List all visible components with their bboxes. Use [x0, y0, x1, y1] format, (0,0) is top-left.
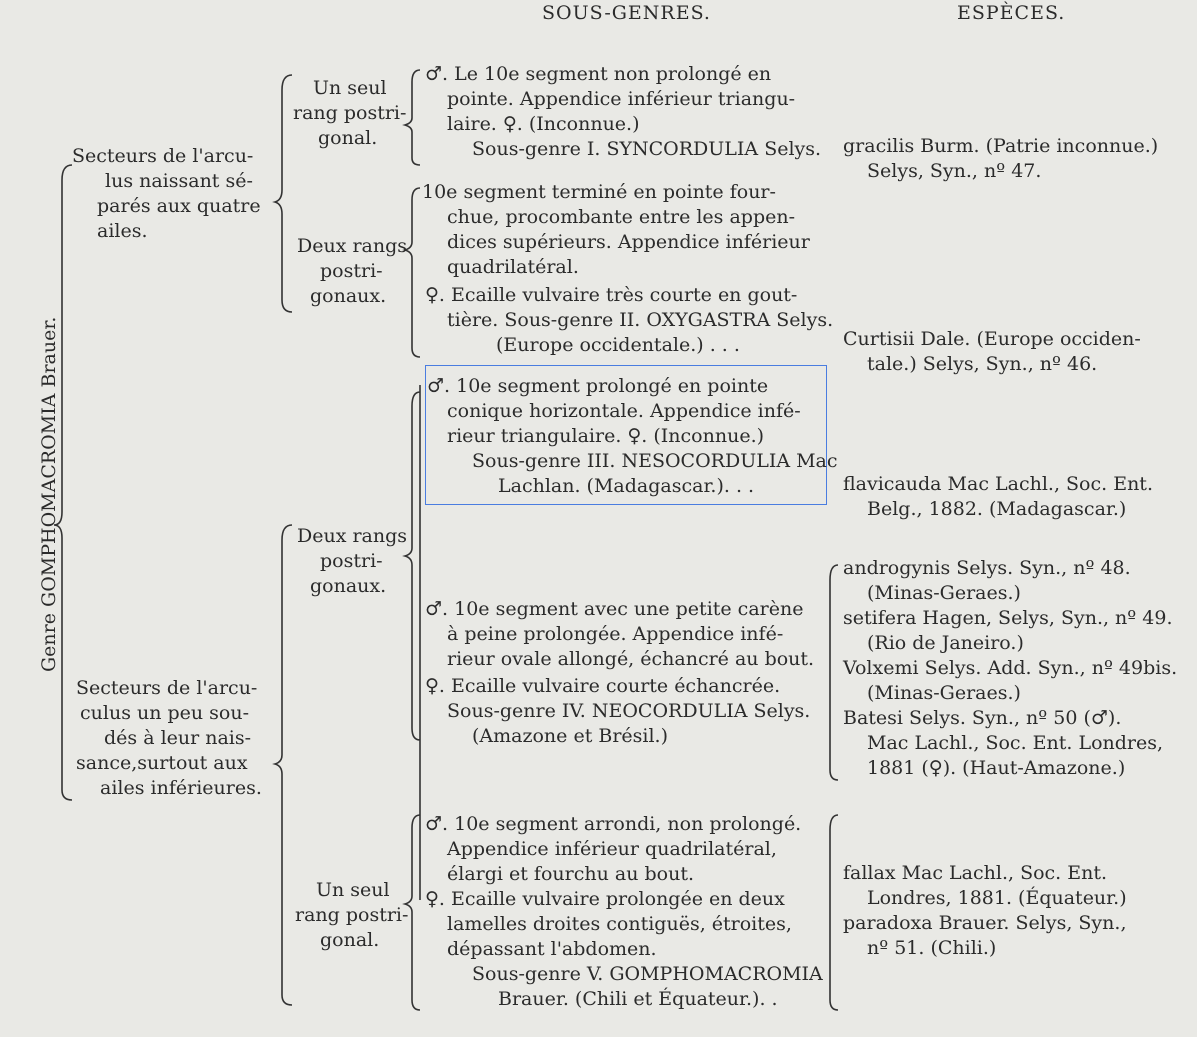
species-line: Volxemi Selys. Add. Syn., nº 49bis.: [843, 657, 1178, 679]
section-1-line: lus naissant sé-: [105, 170, 253, 192]
subgenus-line: ♀. Ecaille vulvaire très courte en gout-: [425, 284, 798, 306]
species-line: Londres, 1881. (Équateur.): [867, 887, 1127, 909]
subgenus-line: ♀. Ecaille vulvaire courte échancrée.: [425, 675, 781, 697]
species-line: (Minas-Geraes.): [867, 582, 1021, 604]
rank-4-line: gonal.: [320, 929, 380, 951]
subgenus-line: Lachlan. (Madagascar.). . .: [498, 475, 755, 497]
rank-4-line: Un seul: [316, 879, 390, 901]
rank-1-line: rang postri-: [293, 102, 407, 124]
subgenus-line: rieur triangulaire. ♀. (Inconnue.): [447, 425, 765, 447]
species-line: nº 51. (Chili.): [867, 937, 997, 959]
rank-1-line: Un seul: [313, 77, 387, 99]
subgenus-line: rieur ovale allongé, échancré au bout.: [447, 648, 815, 670]
species-line: Belg., 1882. (Madagascar.): [867, 498, 1127, 520]
species-line: Curtisii Dale. (Europe occiden-: [843, 328, 1141, 350]
rank-2-line: postri-: [320, 260, 383, 282]
subgenus-line: ♂. 10e segment prolongé en pointe: [427, 375, 769, 397]
subgenus-line: chue, procombante entre les appen-: [447, 206, 796, 228]
subgenus-line: lamelles droites contiguës, étroites,: [447, 913, 792, 935]
section-1-line: parés aux quatre: [97, 195, 261, 217]
rank-1-line: gonal.: [318, 127, 378, 149]
subgenus-line: (Amazone et Brésil.): [472, 725, 669, 747]
species-line: androgynis Selys. Syn., nº 48.: [843, 557, 1131, 579]
species-line: (Minas-Geraes.): [867, 682, 1021, 704]
rank-2-line: gonaux.: [310, 285, 387, 307]
species-line: Mac Lachl., Soc. Ent. Londres,: [867, 732, 1164, 754]
species-line: setifera Hagen, Selys, Syn., nº 49.: [843, 607, 1173, 629]
subgenus-line: ♂. Le 10e segment non prolongé en: [425, 63, 772, 85]
subgenus-line: quadrilatéral.: [447, 256, 579, 278]
subgenus-line: laire. ♀. (Inconnue.): [447, 113, 640, 135]
subgenus-line: Brauer. (Chili et Équateur.). .: [498, 988, 778, 1010]
species-line: Batesi Selys. Syn., nº 50 (♂).: [843, 707, 1122, 729]
subgenus-line: à peine prolongée. Appendice infé-: [447, 623, 784, 645]
rank-4-line: rang postri-: [295, 904, 409, 926]
subgenus-line: ♂. 10e segment arrondi, non prolongé.: [425, 813, 802, 835]
section-1-line: ailes.: [97, 220, 148, 242]
subgenera-header: SOUS-GENRES.: [542, 2, 711, 24]
species-line: flavicauda Mac Lachl., Soc. Ent.: [843, 473, 1153, 495]
species-header: ESPÈCES.: [957, 2, 1066, 24]
subgenus-line: ♂. 10e segment avec une petite carène: [425, 598, 804, 620]
rank-3-line: postri-: [320, 550, 383, 572]
section-2-line: ailes inférieures.: [100, 777, 262, 799]
species-line: gracilis Burm. (Patrie inconnue.): [843, 135, 1159, 157]
species-line: Selys, Syn., nº 47.: [867, 160, 1042, 182]
species-line: (Rio de Janeiro.): [867, 632, 1024, 654]
section-2-line: dés à leur nais-: [104, 727, 252, 749]
subgenus-line: élargi et fourchu au bout.: [447, 863, 694, 885]
subgenus-line: dépassant l'abdomen.: [447, 938, 657, 960]
subgenus-line: tière. Sous-genre II. OXYGASTRA Selys.: [447, 309, 834, 331]
section-2-line: culus un peu sou-: [80, 702, 250, 724]
subgenus-line: dices supérieurs. Appendice inférieur: [447, 231, 810, 253]
rank-3-line: gonaux.: [310, 575, 387, 597]
rank-3-line: Deux rangs: [297, 525, 408, 547]
species-line: paradoxa Brauer. Selys, Syn.,: [843, 912, 1127, 934]
subgenus-line: Sous-genre V. GOMPHOMACROMIA: [472, 963, 823, 985]
species-line: tale.) Selys, Syn., nº 46.: [867, 353, 1098, 375]
subgenus-line: Sous-genre III. NESOCORDULIA Mac: [472, 450, 838, 472]
subgenus-line: pointe. Appendice inférieur triangu-: [447, 88, 796, 110]
subgenus-line: ♀. Ecaille vulvaire prolongée en deux: [425, 888, 785, 910]
section-1-line: Secteurs de l'arcu-: [72, 145, 254, 167]
genus-label: Genre GOMPHOMACROMIA Brauer.: [38, 316, 60, 672]
subgenus-line: Sous-genre I. SYNCORDULIA Selys.: [472, 138, 822, 160]
subgenus-line: (Europe occidentale.) . . .: [496, 334, 740, 356]
subgenus-line: Sous-genre IV. NEOCORDULIA Selys.: [447, 700, 811, 722]
section-2-line: Secteurs de l'arcu-: [76, 677, 258, 699]
subgenus-line: 10e segment terminé en pointe four-: [422, 181, 776, 203]
subgenus-line: Appendice inférieur quadrilatéral,: [447, 838, 777, 860]
subgenus-line: conique horizontale. Appendice infé-: [447, 400, 801, 422]
rank-2-line: Deux rangs: [297, 235, 408, 257]
section-2-line: sance,surtout aux: [76, 752, 248, 774]
species-line: fallax Mac Lachl., Soc. Ent.: [843, 862, 1108, 884]
species-line: 1881 (♀). (Haut-Amazone.): [867, 757, 1126, 779]
